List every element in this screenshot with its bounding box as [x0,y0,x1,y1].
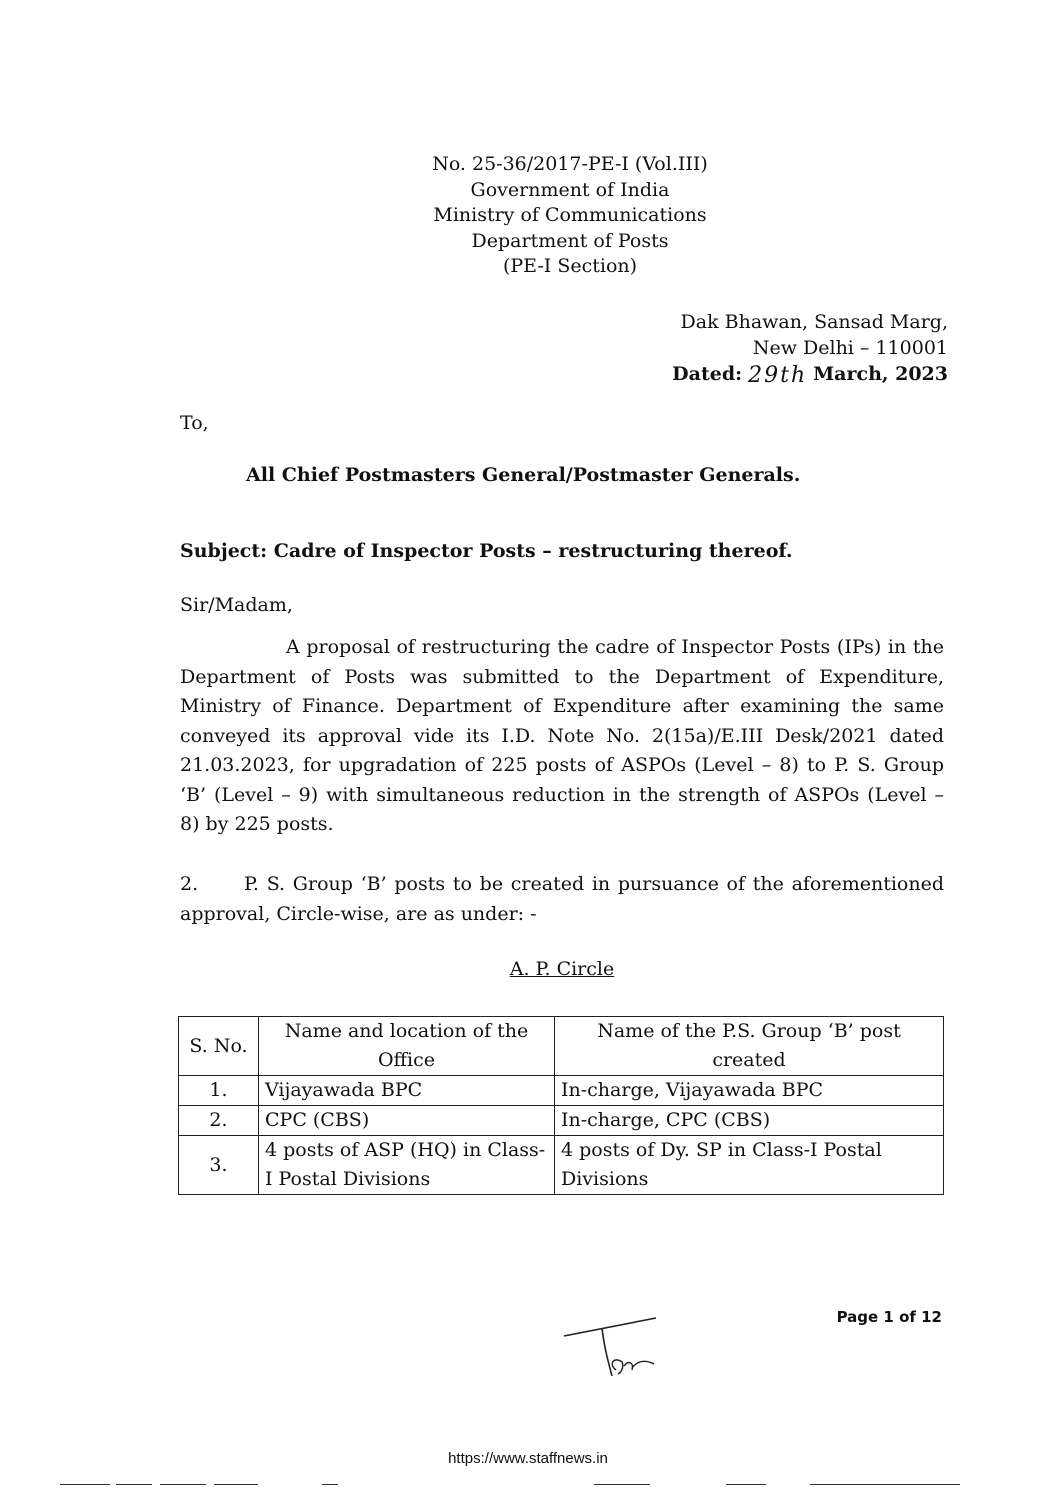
column-header-post: Name of the P.S. Group ‘B’ post created [555,1017,944,1076]
scan-mark [322,1484,338,1485]
dated-month-year: March, 2023 [813,363,948,385]
recipient: All Chief Postmasters General/Postmaster Generals. [246,464,801,486]
cell-office: Vijayawada BPC [259,1076,555,1106]
letter-header [380,152,760,280]
file-number: No. 25-36/2017-PE-I (Vol.III) [432,153,708,175]
table-row [179,1106,944,1136]
paragraph-number: 2. [180,873,199,895]
cell-sno: 2. [179,1106,259,1136]
cell-sno: 3. [179,1136,259,1195]
circle-title: A. P. Circle [509,958,615,980]
government-name: Government of India [470,178,670,201]
scan-mark [160,1484,206,1485]
cell-post: 4 posts of Dy. SP in Class-I Postal Divisions [555,1136,944,1195]
handwritten-signature [556,1306,676,1386]
page-number: Page 1 of 12 [836,1308,942,1326]
cell-office: CPC (CBS) [259,1106,555,1136]
scan-mark [60,1484,110,1485]
scan-mark [214,1484,258,1485]
subject-line: Subject: Cadre of Inspector Posts – restructuring thereof. [180,540,793,562]
dated-label: Dated: [672,363,743,385]
table-row [179,1136,944,1195]
ministry-name: Ministry of Communications [433,204,707,226]
table-row [179,1076,944,1106]
scan-mark [810,1484,960,1485]
cell-sno: 1. [179,1076,259,1106]
department-name: Department of Posts [471,229,669,252]
posts-table [178,1016,944,1195]
cell-office: 4 posts of ASP (HQ) in Class-I Postal Divisions [259,1136,555,1195]
to-label: To, [180,412,209,434]
sender-address [672,310,948,388]
table-header-row [179,1017,944,1076]
column-header-sno: S. No. [179,1017,259,1076]
date-line [672,361,948,388]
cell-post: In-charge, Vijayawada BPC [555,1076,944,1106]
scan-mark [594,1484,650,1485]
paragraph-2 [180,870,944,929]
scan-mark [116,1484,152,1485]
scan-mark [726,1484,766,1485]
handwritten-date: 29th [748,363,808,388]
paragraph-2-text: P. S. Group ‘B’ posts to be created in pursuance of the aforementioned approval, Circle-wise, are as under: - [180,873,944,925]
column-header-office: Name and location of the Office [259,1017,555,1076]
footer-url: https://www.staffnews.in [448,1450,608,1467]
section-name: (PE-I Section) [502,255,638,277]
paragraph-1: A proposal of restructuring the cadre of Inspector Posts (IPs) in the Department of Posts was submitted to the Department of Expenditure, Ministry of Finance. Department of Expenditure after examining the same conveyed its approval vide its I.D. Note No. 2(15a)/E.III Desk/2021 dated 21.03.2023, for upgradation of 225 posts of ASPOs (Level – 8) to P. S. Group ‘B’ (Level – 9) with simultaneous reduction in the strength of ASPOs (Level – 8) by 225 posts. [180,636,944,835]
cell-post: In-charge, CPC (CBS) [555,1106,944,1136]
address-line-2: New Delhi – 110001 [752,336,948,359]
salutation: Sir/Madam, [180,594,293,616]
address-line-1: Dak Bhawan, Sansad Marg, [680,311,948,333]
